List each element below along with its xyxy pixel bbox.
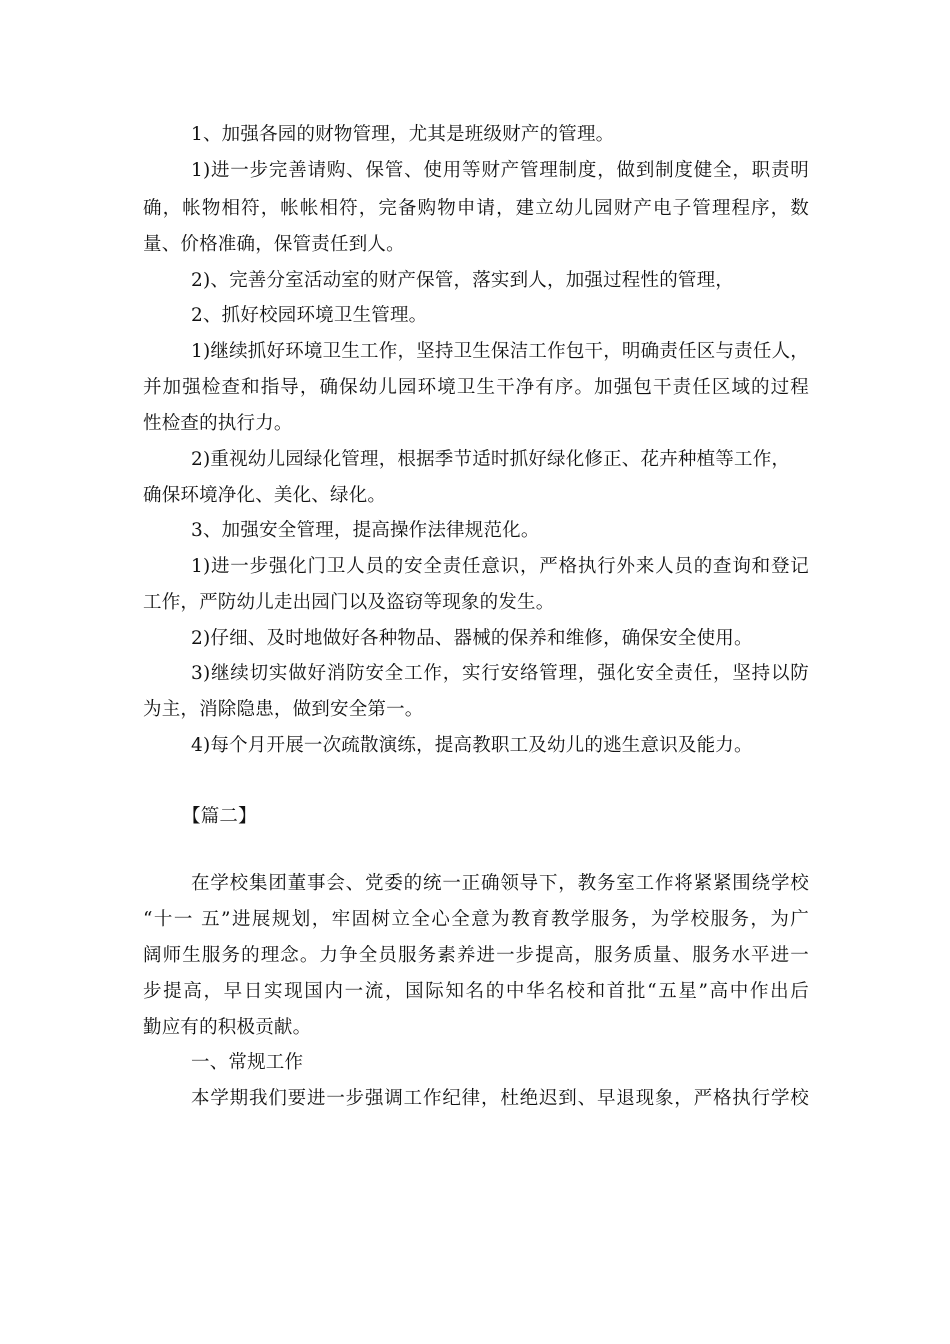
- paragraph-line: 1)进一步完善请购、保管、使用等财产管理制度，做到制度健全，职责明: [191, 160, 809, 181]
- paragraph-line: “十一 五”进展规划，牢固树立全心全意为教育教学服务，为学校服务，为广: [143, 909, 809, 930]
- paragraph-line: 确，帐物相符，帐帐相符，完备购物申请，建立幼儿园财产电子管理程序，数: [143, 198, 809, 219]
- paragraph-line: 勤应有的积极贡献。: [143, 1017, 312, 1038]
- paragraph-line: 量、价格准确，保管责任到人。: [143, 234, 405, 255]
- section-heading-2: 2、抓好校园环境卫生管理。: [191, 305, 428, 326]
- paragraph-line: 步提高，早日实现国内一流，国际知名的中华名校和首批“五星”高中作出后: [143, 981, 809, 1002]
- paragraph-line: 2)重视幼儿园绿化管理，根据季节适时抓好绿化修正、花卉种植等工作，: [191, 449, 791, 470]
- section-heading-3: 3、加强安全管理，提高操作法律规范化。: [191, 520, 540, 541]
- paragraph-line: 1)继续抓好环境卫生工作，坚持卫生保洁工作包干，明确责任区与责任人，: [191, 341, 809, 362]
- section-heading-4: 一、常规工作: [191, 1052, 304, 1073]
- paragraph-line: 性检查的执行力。: [143, 413, 293, 434]
- paragraph-line: 阔师生服务的理念。力争全员服务素养进一步提高，服务质量、服务水平进一: [143, 945, 809, 966]
- paragraph-line: 在学校集团董事会、党委的统一正确领导下，教务室工作将紧紧围绕学校: [191, 873, 809, 894]
- paragraph-line: 工作，严防幼儿走出园门以及盗窃等现象的发生。: [143, 592, 555, 613]
- paragraph-line: 4)每个月开展一次疏散演练，提高教职工及幼儿的逃生意识及能力。: [191, 735, 753, 756]
- paragraph-line: 3)继续切实做好消防安全工作，实行安络管理，强化安全责任，坚持以防: [191, 663, 809, 684]
- paragraph-line: 本学期我们要进一步强调工作纪律，杜绝迟到、早退现象，严格执行学校: [191, 1088, 809, 1109]
- chapter-heading: 【篇二】: [182, 806, 257, 827]
- paragraph-line: 1)进一步强化门卫人员的安全责任意识，严格执行外来人员的查询和登记: [191, 556, 809, 577]
- paragraph-line: 为主，消除隐患，做到安全第一。: [143, 699, 424, 720]
- section-heading-1: 1、加强各园的财物管理，尤其是班级财产的管理。: [191, 124, 615, 145]
- paragraph-line: 2)、完善分室活动室的财产保管，落实到人，加强过程性的管理，: [191, 270, 734, 291]
- paragraph-line: 确保环境净化、美化、绿化。: [143, 485, 387, 506]
- paragraph-line: 并加强检查和指导，确保幼儿园环境卫生干净有序。加强包干责任区域的过程: [143, 377, 809, 398]
- paragraph-line: 2)仔细、及时地做好各种物品、器械的保养和维修，确保安全使用。: [191, 628, 753, 649]
